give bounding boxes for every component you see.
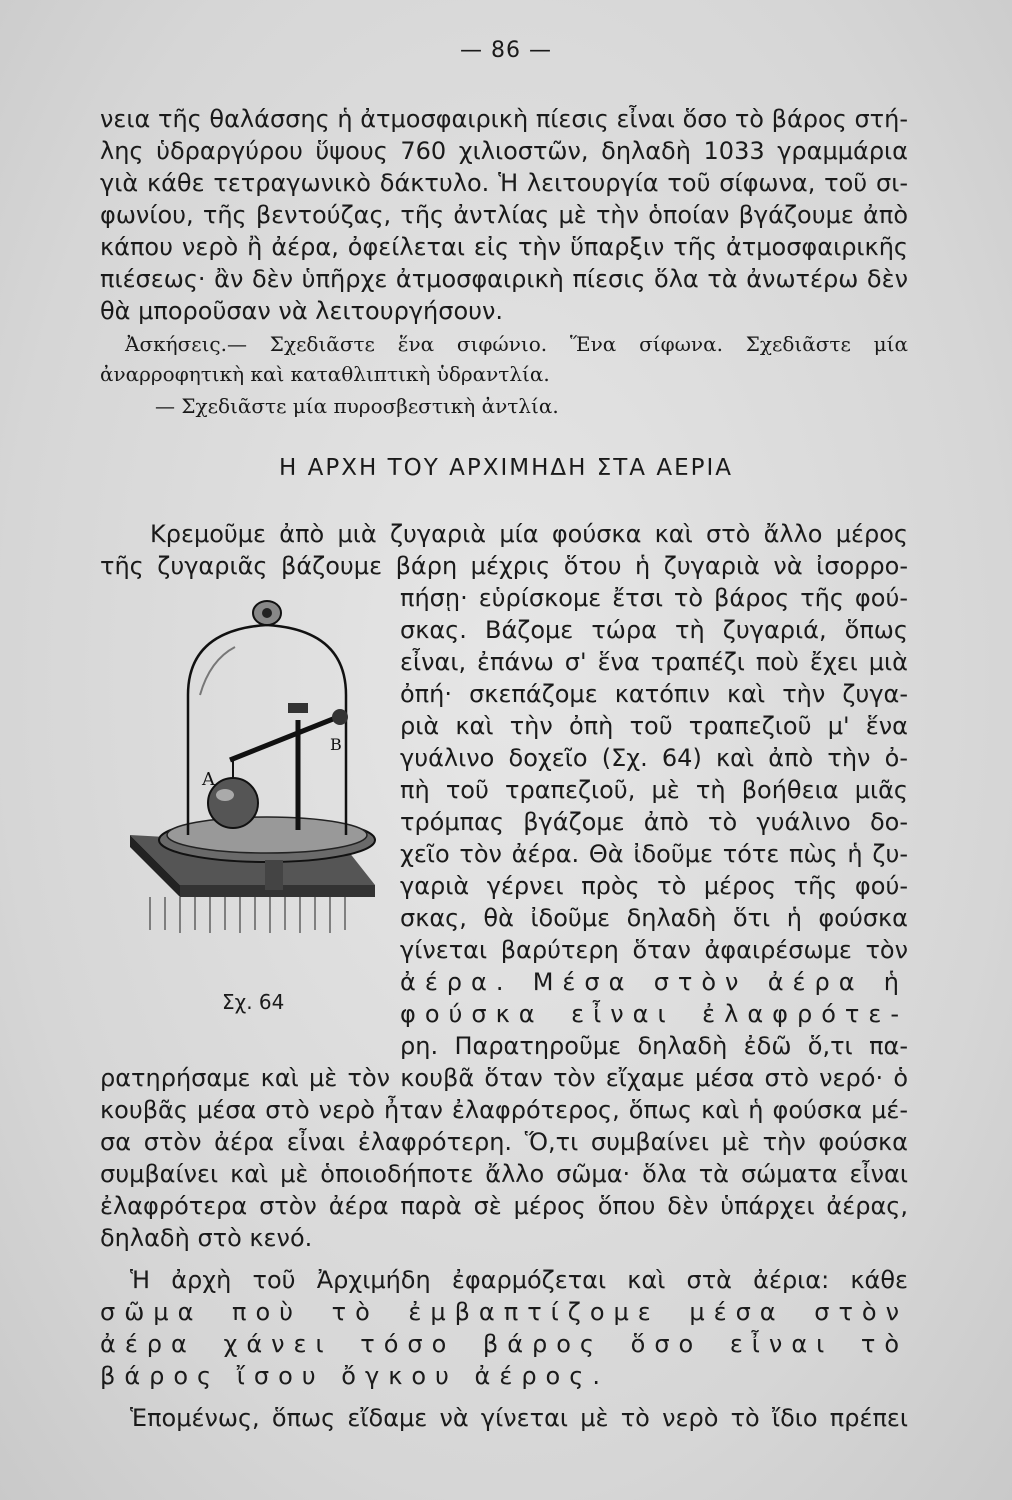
text-line: πὴ τοῦ τραπεζιοῦ, μὲ τὴ βοήθεια μιᾶς bbox=[400, 776, 908, 804]
figure-caption: Σχ. 64 bbox=[222, 990, 285, 1014]
text-line: γαριὰ γέρνει πρὸς τὸ μέρος τῆς φού- bbox=[400, 872, 908, 900]
text-line: λης ὑδραργύρου ὕψους 760 χιλιοστῶν, δηλαδὴ 1033 γραμμάρια bbox=[100, 137, 908, 165]
text-line: κάπου νερὸ ἢ ἀέρα, ὀφείλεται εἰς τὴν ὕπαρξιν τῆς ἀτμοσφαιρικῆς bbox=[100, 233, 908, 261]
section-heading: Η ΑΡΧΗ ΤΟΥ ΑΡΧΙΜΗΔΗ ΣΤΑ ΑΕΡΙΑ bbox=[279, 455, 733, 481]
text-line: ρατηρήσαμε καὶ μὲ τὸν κουβᾶ ὅταν τὸν εἴχαμε μέσα στὸ νερό· ὁ bbox=[100, 1064, 908, 1092]
text-line: φωνίου, τῆς βεντούζας, τῆς ἀντλίας μὲ τὴν ὁποίαν βγάζουμε ἀπὸ bbox=[100, 201, 908, 229]
text-line: τῆς ζυγαριᾶς βάζουμε βάρη μέχρις ὅτου ἡ ζυγαριὰ νὰ ἰσορρο- bbox=[100, 552, 908, 580]
text-line: γιὰ κάθε τετραγωνικὸ δάκτυλο. Ἡ λειτουργία τοῦ σίφωνα, τοῦ σι- bbox=[100, 169, 908, 197]
exercises-line: ἀναρροφητικὴ καὶ καταθλιπτικὴ ὑδραντλία. bbox=[100, 362, 550, 386]
text-line: συμβαίνει καὶ μὲ ὁποιοδήποτε ἄλλο σῶμα· ὅλα τὰ σώματα εἶναι bbox=[100, 1160, 908, 1188]
text-line: ἀέρα. Μέσα στὸν ἀέρα ἡ bbox=[400, 968, 908, 996]
text-line: ριὰ καὶ τὴν ὀπὴ τοῦ τραπεζιοῦ μ' ἕνα bbox=[400, 712, 908, 740]
text-line: γυάλινο δοχεῖο (Σχ. 64) καὶ ἀπὸ τὴν ὀ- bbox=[400, 744, 908, 772]
text-line: εἶναι, ἐπάνω σ' ἕνα τραπέζι ποὺ ἔχει μιὰ bbox=[400, 648, 908, 676]
principle-line: Ἡ ἀρχὴ τοῦ Ἀρχιμήδη ἐφαρμόζεται καὶ στὰ ἀέρια: κάθε bbox=[130, 1266, 908, 1294]
text-line: κουβᾶς μέσα στὸ νερὸ ἦταν ἐλαφρότερος, ὅπως καὶ ἡ φούσκα μέ- bbox=[100, 1096, 908, 1124]
text-line: χεῖο τὸν ἀέρα. Θὰ ἰδοῦμε τότε πὼς ἡ ζυ- bbox=[400, 840, 908, 868]
exercises-line: — Σχεδιᾶστε μία πυροσβεστικὴ ἀντλία. bbox=[155, 394, 559, 418]
label-b: Β bbox=[330, 735, 342, 754]
text-line: δηλαδὴ στὸ κενό. bbox=[100, 1224, 313, 1252]
principle-line: σῶμα ποὺ τὸ ἐμβαπτίζομε μέσα στὸν bbox=[100, 1298, 908, 1326]
exercises-line: Ἀσκήσεις.— Σχεδιᾶστε ἕνα σιφώνιο. Ἕνα σίφωνα. Σχεδιᾶστε μία bbox=[125, 332, 908, 356]
text-line: ρη. Παρατηροῦμε δηλαδὴ ἐδῶ ὅ,τι πα- bbox=[400, 1032, 908, 1060]
text-line: θὰ μποροῦσαν νὰ λειτουργήσουν. bbox=[100, 297, 504, 325]
bell-jar-illustration bbox=[120, 585, 395, 995]
page-number: — 86 — bbox=[460, 38, 552, 63]
text-line: τρόμπας βγάζομε ἀπὸ τὸ γυάλινο δο- bbox=[400, 808, 908, 836]
text-line: σα στὸν ἀέρα εἶναι ἐλαφρότερη. Ὅ,τι συμβαίνει μὲ τὴν φούσκα bbox=[100, 1128, 908, 1156]
principle-line: ἀέρα χάνει τόσο βάρος ὅσο εἶναι τὸ bbox=[100, 1330, 908, 1358]
text-line: γίνεται βαρύτερη ὅταν ἀφαιρέσωμε τὸν bbox=[400, 936, 908, 964]
text-line: σκας. Βάζομε τώρα τὴ ζυγαριά, ὅπως bbox=[400, 616, 908, 644]
text-line: Κρεμοῦμε ἀπὸ μιὰ ζυγαριὰ μία φούσκα καὶ στὸ ἄλλο μέρος bbox=[150, 520, 908, 548]
text-line: σκας, θὰ ἰδοῦμε δηλαδὴ ὅτι ἡ φούσκα bbox=[400, 904, 908, 932]
principle-line: βάρος ἴσου ὄγκου ἀέρος. bbox=[100, 1362, 609, 1390]
text-line: Ἑπομένως, ὅπως εἴδαμε νὰ γίνεται μὲ τὸ νερὸ τὸ ἴδιο πρέπει bbox=[130, 1404, 908, 1432]
text-line: ἐλαφρότερα στὸν ἀέρα παρὰ σὲ μέρος ὅπου δὲν ὑπάρχει ἀέρας, bbox=[100, 1192, 908, 1220]
text-line: ὀπή· σκεπάζομε κατόπιν καὶ τὴν ζυγα- bbox=[400, 680, 908, 708]
text-line: πήσῃ· εὑρίσκομε ἔτσι τὸ βάρος τῆς φού- bbox=[400, 584, 908, 612]
text-line: φούσκα εἶναι ἐλαφρότε- bbox=[400, 1000, 908, 1028]
sphere bbox=[208, 778, 258, 828]
text-line: νεια τῆς θαλάσσης ἡ ἀτμοσφαιρικὴ πίεσις εἶναι ὅσο τὸ βάρος στή- bbox=[100, 105, 908, 133]
balance-beam bbox=[230, 717, 338, 760]
label-a: Α bbox=[202, 769, 215, 790]
text-line: πιέσεως· ἂν δὲν ὑπῆρχε ἀτμοσφαιρικὴ πίεσις ὅλα τὰ ἀνωτέρω δὲν bbox=[100, 265, 908, 293]
